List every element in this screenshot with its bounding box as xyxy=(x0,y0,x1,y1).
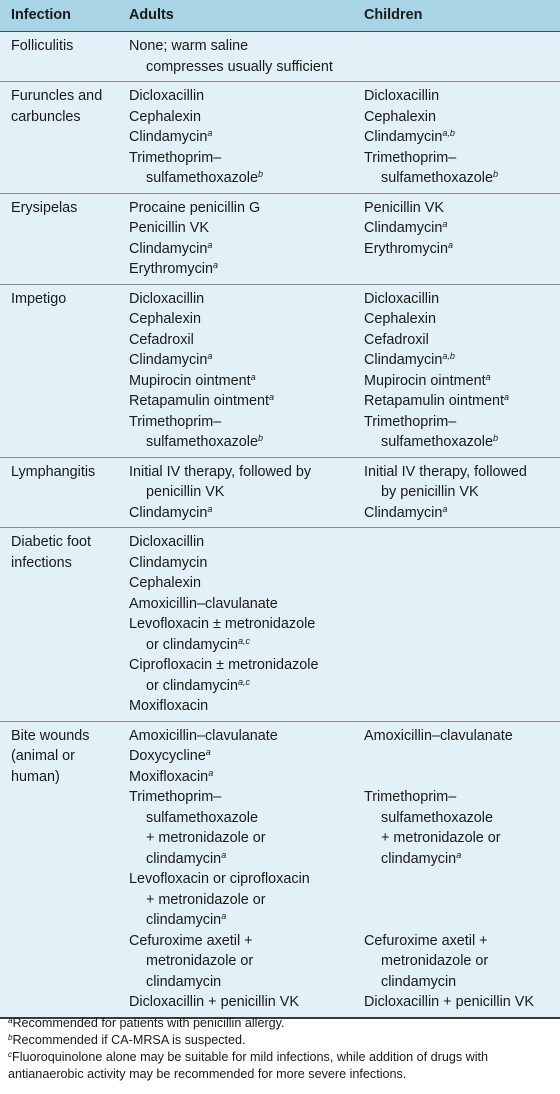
footnote-marker: a,c xyxy=(237,635,250,646)
drug-name: clindamycin xyxy=(146,973,222,990)
drug-name: Amoxicillin–clavulanate xyxy=(129,727,278,744)
drug-name: Cefuroxime axetil + xyxy=(364,932,488,949)
drug-line xyxy=(129,168,347,189)
header-children: Children xyxy=(353,0,560,32)
infection-name: Erysipelas xyxy=(11,199,78,216)
drug-line xyxy=(129,951,347,972)
drug-name: Clindamycin xyxy=(364,220,443,236)
drug-line xyxy=(129,746,347,767)
drug-name: + metronidazole or xyxy=(146,891,266,908)
footnote-marker: b xyxy=(493,433,499,443)
footnote-marker: a xyxy=(221,911,227,921)
infection-cell xyxy=(0,82,118,194)
drug-name: Cephalexin xyxy=(129,575,202,591)
drug-name: Cefadroxil xyxy=(364,331,429,348)
drug-name: Clindamycin xyxy=(364,352,443,368)
drug-line xyxy=(364,992,554,1013)
drug-line xyxy=(364,828,554,849)
drug-line xyxy=(364,107,554,128)
infection-cell xyxy=(0,457,118,528)
infection-cell xyxy=(0,32,118,82)
drug-line xyxy=(364,787,554,808)
drug-line xyxy=(364,412,554,433)
drug-line xyxy=(129,828,347,849)
drug-line xyxy=(364,239,554,260)
drug-name: + metronidazole or xyxy=(381,830,501,846)
infection-cell xyxy=(0,193,118,284)
footnote-marker: a xyxy=(504,392,510,402)
drug-name: Erythromycin xyxy=(364,240,448,257)
drug-name: clindamycin xyxy=(146,912,222,928)
footnote-marker: a xyxy=(8,1016,13,1025)
drug-name: Trimethoprim– xyxy=(364,413,457,430)
footnote-marker: a xyxy=(205,747,211,757)
blank-line xyxy=(364,767,554,788)
drug-name: Clindamycin xyxy=(129,129,208,145)
drug-name: penicillin VK xyxy=(146,484,225,500)
drug-line xyxy=(129,573,347,594)
drug-line xyxy=(129,972,347,993)
footnote-marker: c xyxy=(8,1050,12,1059)
footnote-marker: a xyxy=(442,503,448,514)
children-cell xyxy=(353,457,560,528)
drug-line xyxy=(129,259,347,280)
footnote-marker: a xyxy=(221,849,227,860)
infection-name: Bite wounds xyxy=(11,727,90,744)
drug-name: Cephalexin xyxy=(364,108,437,125)
drug-line xyxy=(364,931,554,952)
drug-name: Amoxicillin–clavulanate xyxy=(129,595,278,612)
drug-line xyxy=(129,218,347,239)
drug-name: Retapamulin ointment xyxy=(129,393,269,409)
drug-line xyxy=(129,676,347,697)
blank-line xyxy=(364,910,554,931)
drug-name: Dicloxacillin xyxy=(364,290,440,307)
infection-name: Furuncles and xyxy=(11,88,103,104)
drug-name: Dicloxacillin xyxy=(129,88,205,104)
drug-line xyxy=(364,808,554,829)
drug-name: Trimethoprim– xyxy=(129,413,222,430)
infection-name: Folliculitis xyxy=(11,38,74,54)
footnote-marker: a,b xyxy=(442,128,455,138)
infection-cell xyxy=(0,721,118,1018)
drug-name: Clindamycin xyxy=(129,352,208,368)
table-row xyxy=(0,193,560,284)
drug-line xyxy=(129,412,347,433)
infection-cell xyxy=(0,284,118,457)
adults-cell xyxy=(118,721,353,1018)
children-cell xyxy=(353,721,560,1018)
drug-name: Initial IV therapy, followed by xyxy=(129,463,312,480)
footnote-marker: a xyxy=(269,392,275,402)
adults-cell xyxy=(118,32,353,82)
drug-line xyxy=(364,86,554,107)
drug-line xyxy=(129,890,347,911)
drug-line xyxy=(364,482,554,503)
drug-name: sulfamethoxazole xyxy=(381,170,493,186)
drug-line xyxy=(129,726,347,747)
drug-name: Moxifloxacin xyxy=(129,768,209,785)
table-row xyxy=(0,32,560,82)
drug-name: by penicillin VK xyxy=(381,484,479,500)
infection-name: (animal or xyxy=(11,748,75,764)
footnote-marker: a xyxy=(250,371,256,382)
drug-name: Procaine penicillin G xyxy=(129,199,261,216)
footnote-marker: a xyxy=(447,239,453,250)
drug-line xyxy=(129,198,347,219)
infection-name: Diabetic foot xyxy=(11,534,91,550)
drug-name: Mupirocin ointment xyxy=(364,372,486,389)
blank-line xyxy=(364,869,554,890)
drug-line xyxy=(364,462,554,483)
footnote-marker: a,c xyxy=(237,676,250,687)
drug-line xyxy=(364,148,554,169)
children-cell xyxy=(353,284,560,457)
children-cell xyxy=(353,528,560,722)
drug-line xyxy=(129,36,347,57)
drug-name: sulfamethoxazole xyxy=(381,434,493,450)
table-row xyxy=(0,528,560,722)
drug-line xyxy=(364,391,554,412)
drug-line xyxy=(129,86,347,107)
drug-name: Doxycycline xyxy=(129,748,206,764)
drug-name: Trimethoprim– xyxy=(129,789,222,805)
footnote-marker: a xyxy=(207,351,213,361)
drug-line xyxy=(364,972,554,993)
drug-line xyxy=(364,503,554,524)
drug-name: Cephalexin xyxy=(364,311,437,327)
blank-line xyxy=(364,746,554,767)
drug-line xyxy=(129,432,347,453)
infection-name: Impetigo xyxy=(11,290,67,307)
drug-name: Clindamycin xyxy=(129,554,208,571)
drug-name: Retapamulin ointment xyxy=(364,393,504,409)
table-row xyxy=(0,457,560,528)
children-cell xyxy=(353,32,560,82)
drug-name: Clindamycin xyxy=(364,129,443,145)
drug-line xyxy=(364,198,554,219)
drug-name: Clindamycin xyxy=(364,504,443,521)
drug-name: Amoxicillin–clavulanate xyxy=(364,727,513,744)
drug-line xyxy=(129,107,347,128)
footnote xyxy=(8,1015,560,1032)
footnote-marker: b xyxy=(8,1033,13,1042)
drug-line xyxy=(129,553,347,574)
drug-line xyxy=(129,482,347,503)
drug-name: Cephalexin xyxy=(129,108,202,125)
drug-name: or clindamycin xyxy=(146,636,238,653)
blank-line xyxy=(364,890,554,911)
drug-name: + metronidazole or xyxy=(146,830,266,846)
table-body xyxy=(0,32,560,1018)
drug-name: Trimethoprim– xyxy=(364,149,457,166)
drug-name: Levofloxacin or ciprofloxacin xyxy=(129,871,310,887)
drug-line xyxy=(129,767,347,788)
adults-cell xyxy=(118,284,353,457)
drug-name: Initial IV therapy, followed xyxy=(364,463,527,480)
footnote-text: Recommended if CA-MRSA is suspected. xyxy=(12,1033,246,1047)
footnote-marker: a xyxy=(207,128,213,138)
drug-line xyxy=(129,931,347,952)
footnote-marker: a xyxy=(207,503,213,514)
adults-cell xyxy=(118,82,353,194)
drug-line xyxy=(364,309,554,330)
drug-line xyxy=(129,849,347,870)
drug-line xyxy=(129,532,347,553)
drug-name: Trimethoprim– xyxy=(129,149,222,166)
adults-cell xyxy=(118,528,353,722)
drug-name: Ciprofloxacin ± metronidazole xyxy=(129,657,319,673)
drug-line xyxy=(129,309,347,330)
drug-name: None; warm saline xyxy=(129,38,249,54)
drug-name: Mupirocin ointment xyxy=(129,372,251,389)
drug-line xyxy=(129,57,347,78)
drug-line xyxy=(129,350,347,371)
footnote xyxy=(8,1032,560,1049)
drug-name: sulfamethoxazole xyxy=(146,434,258,450)
table-row xyxy=(0,284,560,457)
drug-name: sulfamethoxazole xyxy=(146,170,258,186)
drug-line xyxy=(129,239,347,260)
drug-line xyxy=(364,168,554,189)
drug-name: Clindamycin xyxy=(129,504,208,521)
drug-line xyxy=(129,787,347,808)
drug-line xyxy=(129,594,347,615)
drug-line xyxy=(129,992,347,1013)
drug-name: Moxifloxacin xyxy=(129,698,209,714)
drug-name: metronidazole or xyxy=(146,953,254,969)
drug-name: Cefadroxil xyxy=(129,331,194,348)
infection-name: human) xyxy=(11,768,60,785)
footnote-marker: b xyxy=(493,169,499,179)
drug-line xyxy=(364,951,554,972)
footnotes xyxy=(0,1015,560,1083)
drug-line xyxy=(129,696,347,717)
drug-name: Dicloxacillin xyxy=(129,290,205,307)
drug-line xyxy=(129,289,347,310)
drug-line xyxy=(129,869,347,890)
drug-name: Trimethoprim– xyxy=(364,789,457,805)
drug-line xyxy=(129,808,347,829)
drug-line xyxy=(364,371,554,392)
drug-line xyxy=(129,910,347,931)
footnote-marker: b xyxy=(258,433,264,443)
footnote-text: Fluoroquinolone alone may be suitable for mild infections, while addition of drugs with antianaerobic activity may be recommended for more severe infections. xyxy=(8,1050,489,1081)
drug-name: clindamycin xyxy=(146,850,222,867)
footnote-marker: a xyxy=(456,849,462,860)
adults-cell xyxy=(118,457,353,528)
footnote-marker: a xyxy=(442,219,448,229)
drug-name: Cephalexin xyxy=(129,311,202,327)
table-header-row xyxy=(0,0,560,32)
drug-name: or clindamycin xyxy=(146,677,238,694)
drug-name: Penicillin VK xyxy=(364,199,444,216)
footnote-marker: a xyxy=(207,239,213,250)
table-row xyxy=(0,82,560,194)
drug-name: sulfamethoxazole xyxy=(146,809,258,826)
drug-line xyxy=(129,391,347,412)
drug-name: metronidazole or xyxy=(381,953,489,969)
header-adults: Adults xyxy=(118,0,353,32)
drug-name: Clindamycin xyxy=(129,240,208,257)
drug-name: Dicloxacillin xyxy=(364,88,440,104)
drug-line xyxy=(364,218,554,239)
drug-line xyxy=(364,726,554,747)
drug-name: Erythromycin xyxy=(129,261,213,277)
drug-name: clindamycin xyxy=(381,850,457,867)
drug-line xyxy=(129,148,347,169)
table-row xyxy=(0,721,560,1018)
drug-name: Penicillin VK xyxy=(129,220,209,236)
footnote xyxy=(8,1049,560,1083)
infection-name: infections xyxy=(11,554,72,571)
infection-name: carbuncles xyxy=(11,108,81,125)
drug-line xyxy=(364,350,554,371)
drug-line xyxy=(364,849,554,870)
adults-cell xyxy=(118,193,353,284)
drug-line xyxy=(364,289,554,310)
drug-name: Dicloxacillin xyxy=(129,534,205,550)
footnote-marker: a,b xyxy=(442,351,455,361)
drug-line xyxy=(129,371,347,392)
drug-line xyxy=(129,330,347,351)
header-infection: Infection xyxy=(0,0,118,32)
drug-line xyxy=(364,330,554,351)
drug-line xyxy=(129,462,347,483)
footnote-marker: a xyxy=(208,767,214,778)
drug-name: Dicloxacillin + penicillin VK xyxy=(364,994,534,1010)
drug-name: Levofloxacin ± metronidazole xyxy=(129,616,316,632)
drug-line xyxy=(129,127,347,148)
drug-line xyxy=(129,635,347,656)
infection-cell xyxy=(0,528,118,722)
drug-line xyxy=(364,127,554,148)
drug-line xyxy=(364,432,554,453)
children-cell xyxy=(353,82,560,194)
footnote-text: Recommended for patients with penicillin allergy. xyxy=(12,1016,285,1030)
drug-line xyxy=(129,614,347,635)
drug-name: compresses usually sufficient xyxy=(146,58,333,75)
drug-name: Cefuroxime axetil + xyxy=(129,932,253,949)
drug-line xyxy=(129,655,347,676)
footnote-marker: b xyxy=(258,169,264,179)
infection-name: Lymphangitis xyxy=(11,463,96,480)
children-cell xyxy=(353,193,560,284)
footnote-marker: a xyxy=(212,260,218,270)
drug-name: clindamycin xyxy=(381,973,457,990)
drug-name: Dicloxacillin + penicillin VK xyxy=(129,994,299,1010)
drug-line xyxy=(129,503,347,524)
footnote-marker: a xyxy=(485,371,491,382)
drug-name: sulfamethoxazole xyxy=(381,809,493,826)
